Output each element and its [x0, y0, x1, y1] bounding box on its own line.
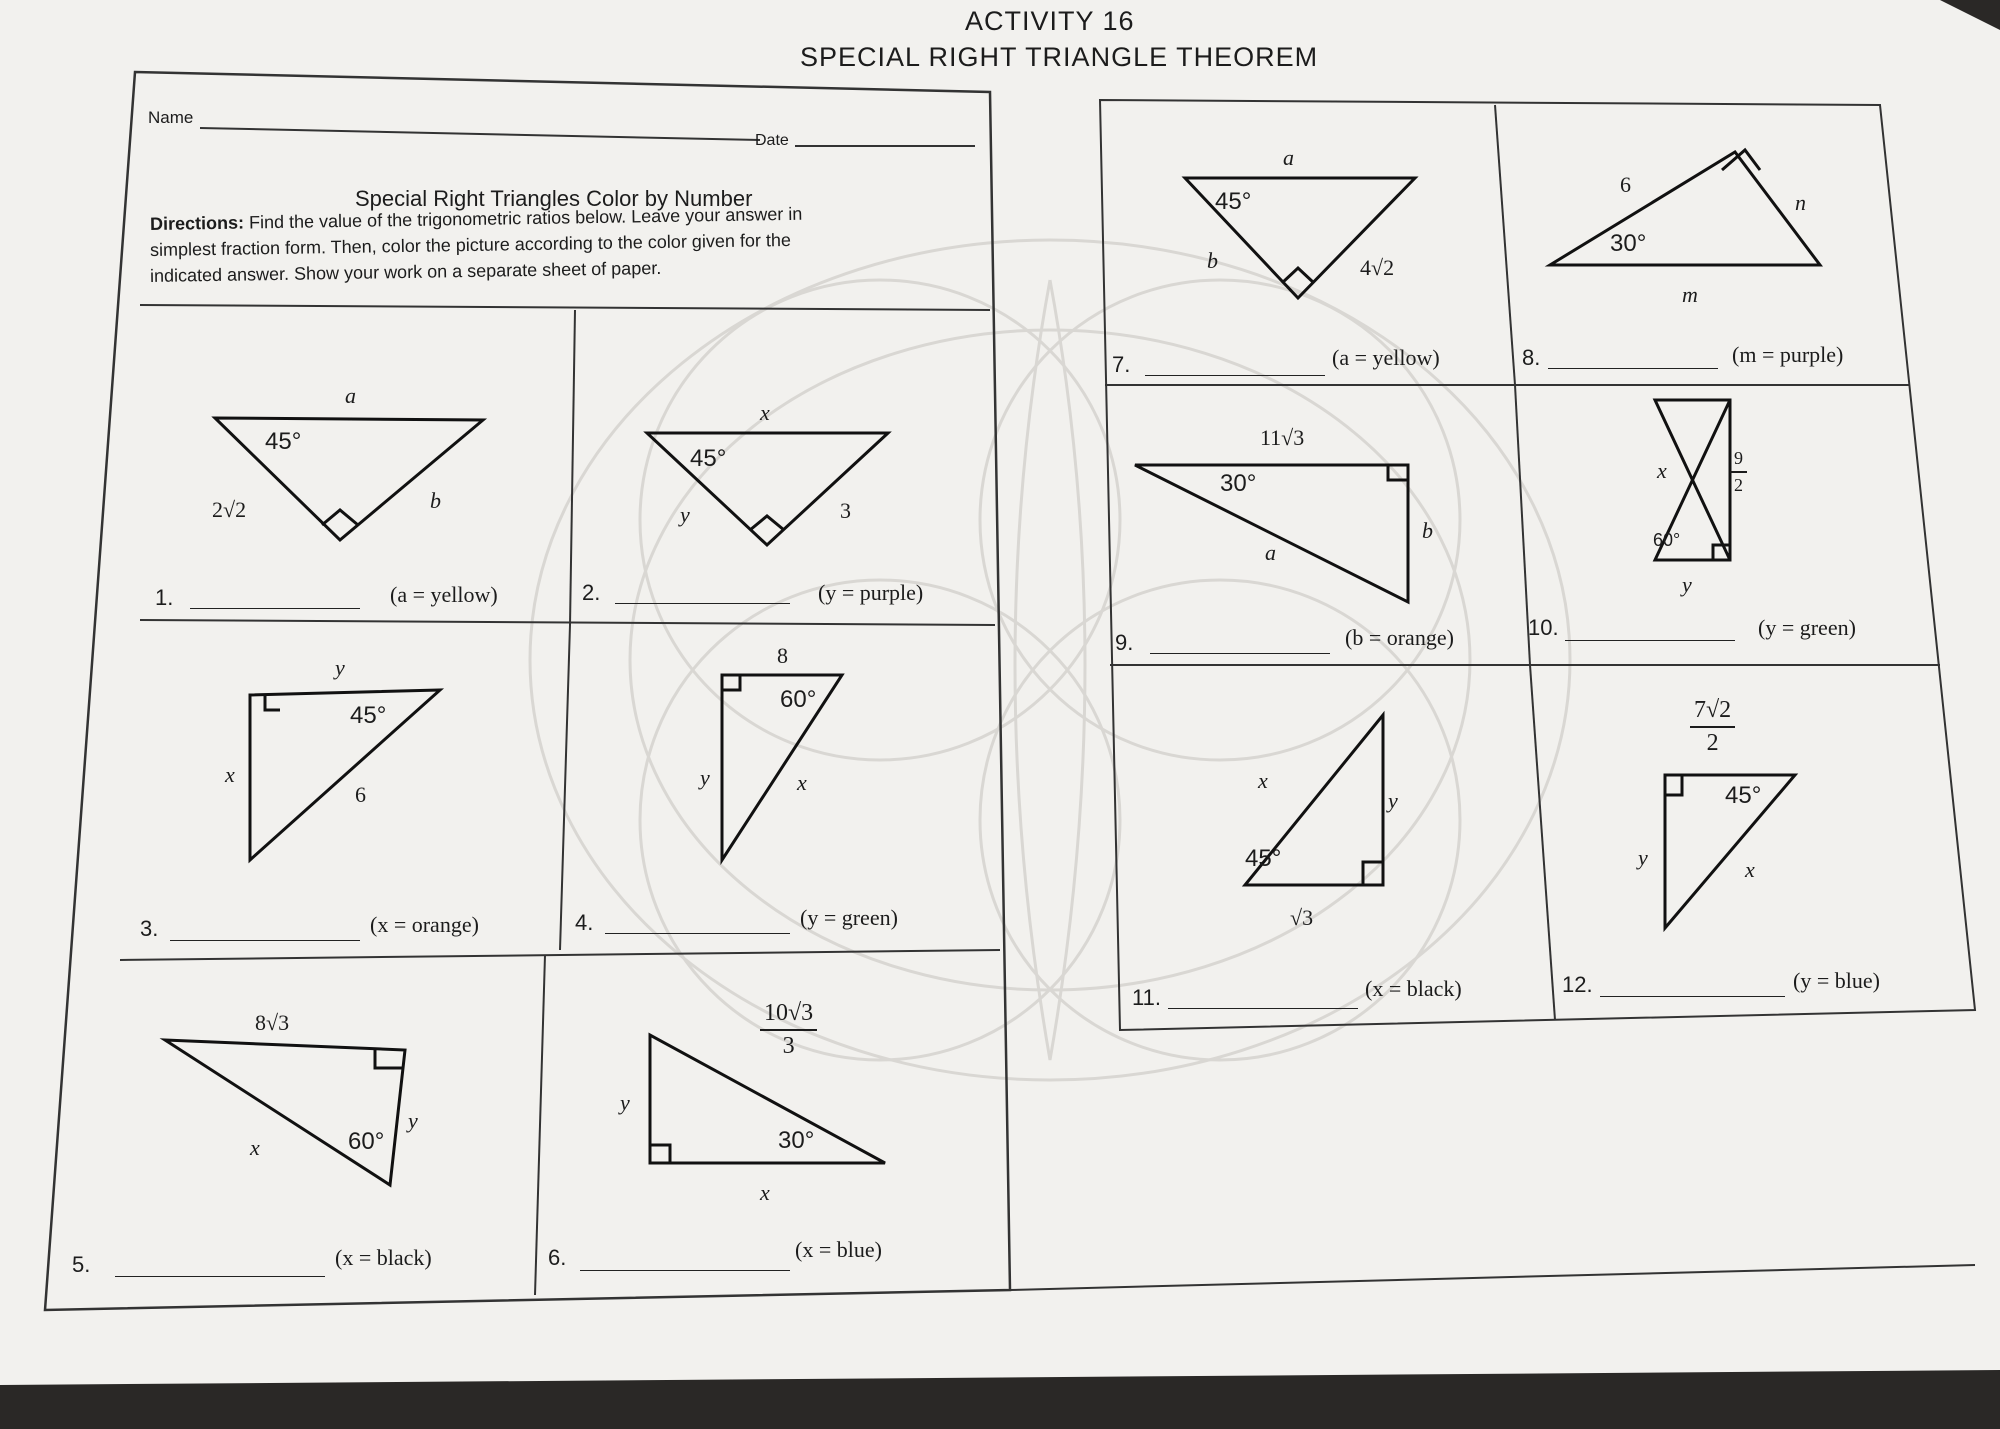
theorem-title: SPECIAL RIGHT TRIANGLE THEOREM — [800, 42, 1319, 72]
p7-hint: (a = yellow) — [1332, 345, 1440, 370]
p9-hint: (b = orange) — [1345, 625, 1454, 650]
p1-hint: (a = yellow) — [390, 582, 498, 607]
p5-angle: 60° — [348, 1128, 385, 1155]
p6-angle: 30° — [778, 1127, 815, 1154]
p12-label-x: x — [1745, 857, 1755, 882]
p2-label-y: y — [680, 502, 690, 527]
p2-number: 2. — [582, 580, 601, 605]
p11-number: 11. — [1132, 985, 1161, 1010]
p12-angle: 45° — [1725, 782, 1762, 809]
p1-angle: 45° — [265, 428, 302, 455]
directions-line-2: simplest fraction form. Then, color the picture according to the color given for the — [149, 229, 792, 260]
p3-hint: (x = orange) — [370, 912, 479, 937]
p4-side: 8 — [777, 643, 788, 668]
p12-side-fraction — [1690, 697, 1735, 757]
p9-side: 11√3 — [1260, 425, 1305, 450]
worksheet-title: Special Right Triangles Color by Number — [355, 186, 753, 211]
p1-answer-blank[interactable] — [190, 590, 360, 609]
p9-answer-blank[interactable] — [1150, 635, 1330, 654]
p10-hint: (y = green) — [1758, 615, 1856, 640]
p7-side: 4√2 — [1360, 255, 1395, 280]
p7-label-a: a — [1283, 145, 1294, 170]
p4-angle: 60° — [780, 686, 817, 713]
p6-label-y: y — [620, 1090, 630, 1115]
p10-number: 10. — [1528, 615, 1559, 640]
p8-angle: 30° — [1610, 230, 1647, 257]
p8-label-n: n — [1795, 190, 1806, 215]
p11-label-x: x — [1258, 768, 1268, 793]
p6-side-numerator: 10√3 — [760, 1000, 817, 1031]
p12-label-y: y — [1638, 845, 1648, 870]
p1-label-a: a — [345, 383, 356, 408]
p3-side: 6 — [355, 782, 366, 807]
p12-side-numerator: 7√2 — [1690, 697, 1735, 728]
p10-label-x: x — [1657, 458, 1667, 483]
p6-label-x: x — [760, 1180, 770, 1205]
p6-side-denominator: 3 — [782, 1033, 795, 1059]
p7-label-b: b — [1207, 248, 1218, 273]
p9-label-b: b — [1422, 518, 1433, 543]
p7-answer-blank[interactable] — [1145, 357, 1325, 376]
p1-side: 2√2 — [212, 497, 247, 522]
p8-label-m: m — [1682, 282, 1698, 307]
p7-number: 7. — [1112, 352, 1131, 377]
name-label: Name — [148, 108, 194, 127]
p4-label-y: y — [700, 765, 710, 790]
p8-number: 8. — [1522, 345, 1541, 370]
p5-hint: (x = black) — [335, 1245, 432, 1270]
p2-label-x: x — [760, 400, 770, 425]
p2-hint: (y = purple) — [818, 580, 924, 605]
p9-label-a: a — [1265, 540, 1276, 565]
p5-label-y: y — [408, 1108, 418, 1133]
directions-label: Directions: — [149, 212, 245, 234]
p2-answer-blank[interactable] — [615, 585, 790, 604]
p1-number: 1. — [155, 585, 174, 610]
p4-label-x: x — [797, 770, 807, 795]
p10-label-y: y — [1682, 572, 1692, 597]
p11-hint: (x = black) — [1365, 976, 1462, 1001]
p8-hint: (m = purple) — [1732, 342, 1844, 367]
p4-number: 4. — [575, 910, 594, 935]
p12-hint: (y = blue) — [1793, 968, 1880, 993]
p11-label-y: y — [1388, 788, 1398, 813]
p7-angle: 45° — [1215, 188, 1252, 215]
p3-label-x: x — [225, 762, 235, 787]
date-label: Date — [755, 132, 789, 149]
p10-angle: 60° — [1653, 530, 1681, 550]
p9-number: 9. — [1115, 630, 1134, 655]
p9-angle: 30° — [1220, 470, 1257, 497]
p6-hint: (x = blue) — [795, 1237, 882, 1262]
p10-side-fraction — [1730, 448, 1747, 496]
p12-side-denominator: 2 — [1706, 730, 1719, 756]
p11-answer-blank[interactable] — [1168, 990, 1358, 1009]
p8-side: 6 — [1620, 172, 1631, 197]
p10-answer-blank[interactable] — [1565, 622, 1735, 641]
p3-label-y: y — [335, 655, 345, 680]
p3-answer-blank[interactable] — [170, 922, 360, 941]
p6-answer-blank[interactable] — [580, 1252, 790, 1271]
p6-side-fraction — [760, 1000, 817, 1060]
p5-number: 5. — [72, 1252, 91, 1277]
p11-angle: 45° — [1245, 845, 1282, 872]
activity-title: ACTIVITY 16 — [965, 6, 1135, 36]
p5-side: 8√3 — [255, 1010, 290, 1035]
p2-angle: 45° — [690, 445, 727, 472]
p2-side: 3 — [840, 498, 851, 523]
directions-line-3: indicated answer. Show your work on a separate sheet of paper. — [149, 257, 662, 286]
p4-hint: (y = green) — [800, 905, 898, 930]
p3-angle: 45° — [350, 702, 387, 729]
p3-number: 3. — [140, 916, 159, 941]
p6-number: 6. — [548, 1245, 567, 1270]
p10-side-denominator: 2 — [1734, 475, 1743, 495]
p5-label-x: x — [250, 1135, 260, 1160]
p8-answer-blank[interactable] — [1548, 350, 1718, 369]
p4-answer-blank[interactable] — [605, 915, 790, 934]
p5-answer-blank[interactable] — [115, 1258, 325, 1277]
p1-label-b: b — [430, 488, 441, 513]
p12-number: 12. — [1562, 972, 1593, 997]
p11-side: √3 — [1290, 905, 1314, 930]
directions-line-1: Directions: Find the value of the trigonometric ratios below. Leave your answer in — [149, 203, 803, 234]
p10-side-numerator: 9 — [1730, 448, 1747, 473]
p12-answer-blank[interactable] — [1600, 978, 1785, 997]
